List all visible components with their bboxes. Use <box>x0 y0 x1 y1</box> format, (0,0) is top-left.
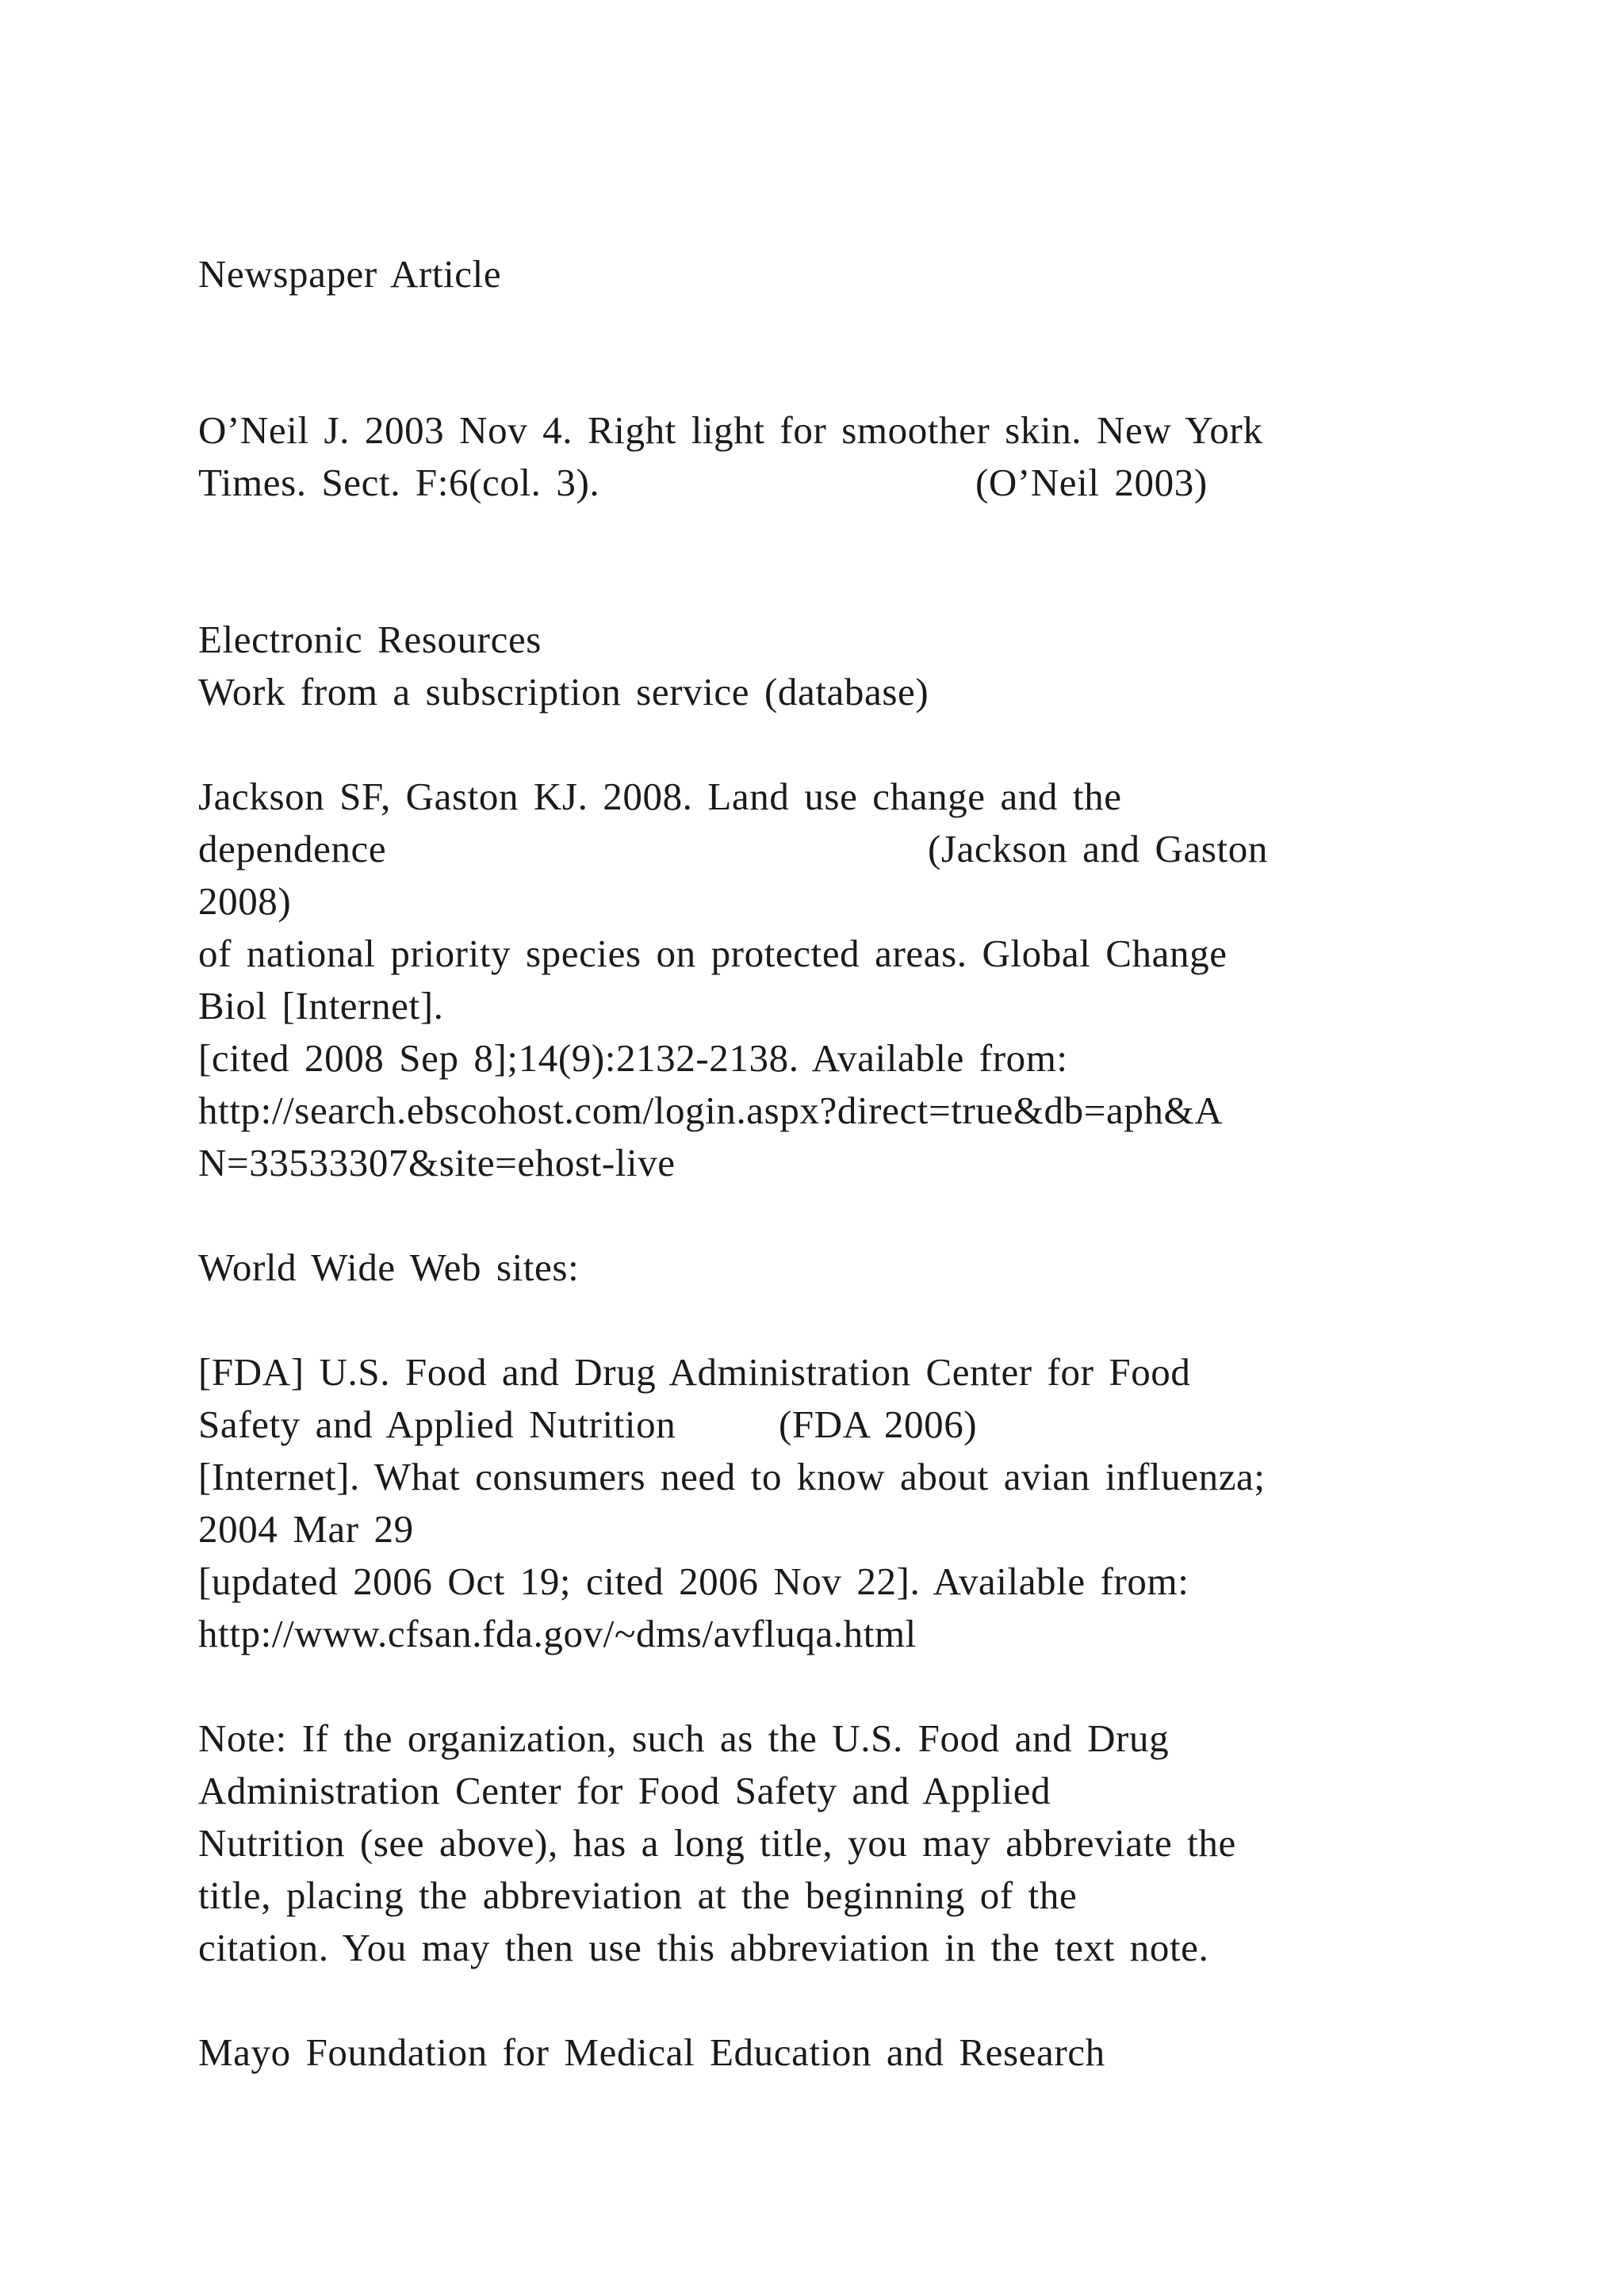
citation-fda-line-5: [updated 2006 Oct 19; cited 2006 Nov 22]. Available from: <box>198 1559 1189 1603</box>
in-text-citation-jackson: (Jackson and Gaston <box>928 827 1268 871</box>
heading-electronic-resources: Electronic Resources <box>198 618 542 661</box>
note-line-1: Note: If the organization, such as the U.S. Food and Drug <box>198 1716 1170 1760</box>
citation-fda-line-3: [Internet]. What consumers need to know about avian influenza; <box>198 1455 1266 1498</box>
citation-mayo-line-1: Mayo Foundation for Medical Education and Research <box>198 2030 1105 2074</box>
citation-jackson-line-1: Jackson SF, Gaston KJ. 2008. Land use change and the <box>198 775 1122 818</box>
in-text-citation-oneil: (O’Neil 2003) <box>975 461 1208 504</box>
citation-jackson-url-line-2: N=33533307&site=ehost-live <box>198 1141 676 1184</box>
citation-jackson-line-4: Biol [Internet]. <box>198 984 444 1027</box>
citation-jackson-line-3: of national priority species on protected areas. Global Change <box>198 932 1228 975</box>
note-line-3: Nutrition (see above), has a long title, you may abbreviate the <box>198 1821 1236 1865</box>
subheading-subscription-service: Work from a subscription service (database) <box>198 670 929 714</box>
note-line-2: Administration Center for Food Safety and Applied <box>198 1769 1051 1812</box>
note-line-4: title, placing the abbreviation at the beginning of the <box>198 1873 1078 1917</box>
heading-world-wide-web-sites: World Wide Web sites: <box>198 1246 580 1289</box>
citation-fda-url: http://www.cfsan.fda.gov/~dms/avfluqa.html <box>198 1612 917 1655</box>
citation-fda-line-2: Safety and Applied Nutrition <box>198 1402 676 1446</box>
in-text-citation-fda: (FDA 2006) <box>779 1402 978 1446</box>
heading-newspaper-article: Newspaper Article <box>198 252 502 296</box>
citation-oneil-line-2: Times. Sect. F:6(col. 3). <box>198 461 600 504</box>
citation-jackson-url-line-1: http://search.ebscohost.com/login.aspx?direct=true&db=aph&A <box>198 1089 1224 1132</box>
citation-jackson-line-2: dependence <box>198 827 387 871</box>
note-line-5: citation. You may then use this abbreviation in the text note. <box>198 1926 1209 1969</box>
citation-fda-line-1: [FDA] U.S. Food and Drug Administration Center for Food <box>198 1350 1191 1394</box>
citation-jackson-line-5: [cited 2008 Sep 8];14(9):2132-2138. Available from: <box>198 1036 1068 1080</box>
in-text-citation-jackson-year: 2008) <box>198 879 292 923</box>
citation-oneil-line-1: O’Neil J. 2003 Nov 4. Right light for smoother skin. New York <box>198 408 1263 452</box>
citation-fda-line-4: 2004 Mar 29 <box>198 1507 414 1551</box>
